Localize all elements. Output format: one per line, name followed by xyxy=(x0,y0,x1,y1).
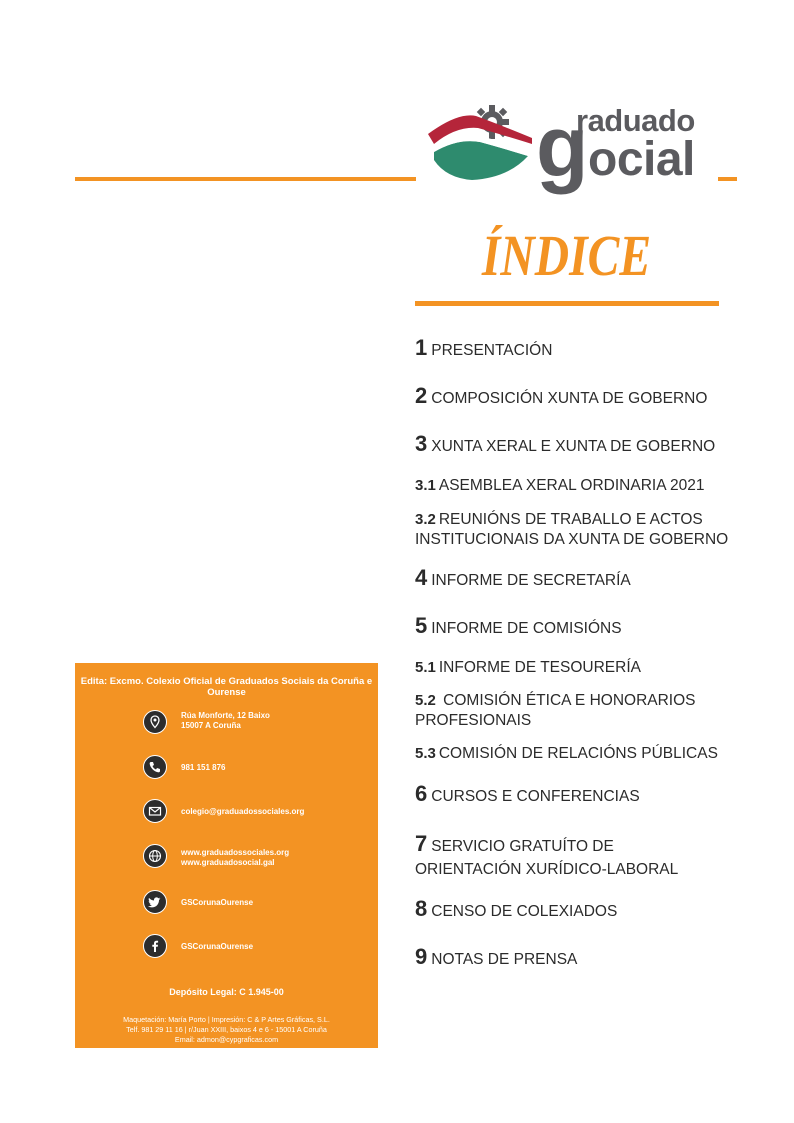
logo-text-top: raduado xyxy=(576,103,695,138)
toc-item[interactable] xyxy=(415,476,755,496)
toc-number: 5.1 xyxy=(415,659,436,676)
contact-address xyxy=(143,710,363,736)
toc-number: 1 xyxy=(415,335,428,360)
location-icon xyxy=(143,710,167,734)
toc-item[interactable] xyxy=(415,744,755,764)
toc-number: 8 xyxy=(415,896,428,921)
toc-text: INFORME DE TESOURERÍA xyxy=(438,659,641,676)
email-icon xyxy=(143,799,167,823)
toc-item[interactable] xyxy=(415,896,755,922)
globe-icon xyxy=(143,844,167,868)
contact-facebook xyxy=(143,934,363,960)
toc-text: REUNIÓNS DE TRABALLO E ACTOS INSTITUCIONAIS DA XUNTA DE GOBERNO xyxy=(415,511,729,548)
toc-number: 9 xyxy=(415,944,428,969)
toc-text: PRESENTACIÓN xyxy=(431,342,553,359)
print-credits xyxy=(75,1015,378,1045)
address-line-1: Rúa Monforte, 12 Baixo xyxy=(181,711,270,720)
header-rule-left xyxy=(75,177,416,181)
contact-web xyxy=(143,844,363,870)
toc-text: COMPOSICIÓN XUNTA DE GOBERNO xyxy=(431,390,708,407)
toc-number: 4 xyxy=(415,565,428,590)
toc-number: 3.2 xyxy=(415,511,436,528)
toc-text: SERVICIO GRATUÍTO DE ORIENTACIÓN XURÍDICO-LABORAL xyxy=(415,838,679,878)
toc-text: CURSOS E CONFERENCIAS xyxy=(431,788,640,805)
toc-number: 7 xyxy=(415,831,428,856)
twitter-handle[interactable]: GSCorunaOurense xyxy=(181,898,254,907)
contact-twitter xyxy=(143,890,363,916)
toc-number: 5.2 xyxy=(415,692,436,709)
contact-email xyxy=(143,799,363,825)
toc-text: NOTAS DE PRENSA xyxy=(431,951,578,968)
title-rule xyxy=(415,301,719,306)
publisher-header: Edita: Excmo. Colexio Oficial de Graduados Sociais da Coruña e Ourense xyxy=(80,676,373,698)
email-link[interactable]: colegio@graduadossociales.org xyxy=(181,807,305,816)
toc-number: 2 xyxy=(415,383,428,408)
toc-number: 5 xyxy=(415,613,428,638)
contact-phone xyxy=(143,755,363,781)
toc-text: INFORME DE SECRETARÍA xyxy=(431,572,631,589)
toc-text: COMISIÓN DE RELACIÓNS PÚBLICAS xyxy=(438,745,718,762)
toc-item[interactable] xyxy=(415,565,755,591)
web-link-1[interactable]: www.graduadossociales.org xyxy=(181,848,290,857)
toc-text: XUNTA XERAL E XUNTA DE GOBERNO xyxy=(431,438,716,455)
phone-number[interactable]: 981 151 876 xyxy=(181,763,226,772)
phone-icon xyxy=(143,755,167,779)
credits-line-2: Telf. 981 29 11 16 | r/Juan XXIII, baixos 4 e 6 - 15001 A Coruña xyxy=(126,1025,327,1034)
toc-item[interactable] xyxy=(415,658,755,678)
toc-number: 6 xyxy=(415,781,428,806)
legal-deposit: Depósito Legal: C 1.945-00 xyxy=(169,987,284,997)
toc-item[interactable] xyxy=(415,431,755,457)
toc-item[interactable] xyxy=(415,613,755,639)
brand-logo-icon xyxy=(428,104,532,184)
web-link-2[interactable]: www.graduadosocial.gal xyxy=(181,858,275,867)
page-title: ÍNDICE xyxy=(481,223,652,288)
toc-item[interactable] xyxy=(415,383,755,409)
logo-initial: g xyxy=(536,99,589,195)
toc-item[interactable] xyxy=(415,781,755,807)
toc-number: 3 xyxy=(415,431,428,456)
toc-text: COMISIÓN ÉTICA E HONORARIOS PROFESIONAIS xyxy=(415,692,696,729)
toc-item[interactable] xyxy=(415,335,755,361)
logo-text-bottom: ocial xyxy=(588,133,695,186)
toc-number: 5.3 xyxy=(415,745,436,762)
toc-item[interactable] xyxy=(415,832,715,881)
twitter-icon xyxy=(143,890,167,914)
toc-text: ASEMBLEA XERAL ORDINARIA 2021 xyxy=(438,477,705,494)
toc-number: 3.1 xyxy=(415,477,436,494)
facebook-handle[interactable]: GSCorunaOurense xyxy=(181,942,254,951)
credits-line-1: Maquetación: María Porto | Impresión: C & P Artes Gráficas, S.L. xyxy=(123,1015,330,1024)
toc-item[interactable] xyxy=(415,944,755,970)
credits-line-3: Email: admon@cypgraficas.com xyxy=(174,1035,279,1044)
header-rule-right xyxy=(718,177,737,181)
toc-item[interactable] xyxy=(415,691,755,731)
toc-text: CENSO DE COLEXIADOS xyxy=(431,903,618,920)
address-line-2: 15007 A Coruña xyxy=(181,721,241,730)
publisher-box xyxy=(75,663,378,1048)
facebook-icon xyxy=(143,934,167,958)
toc-item[interactable] xyxy=(415,510,755,550)
toc-text: INFORME DE COMISIÓNS xyxy=(431,620,622,637)
